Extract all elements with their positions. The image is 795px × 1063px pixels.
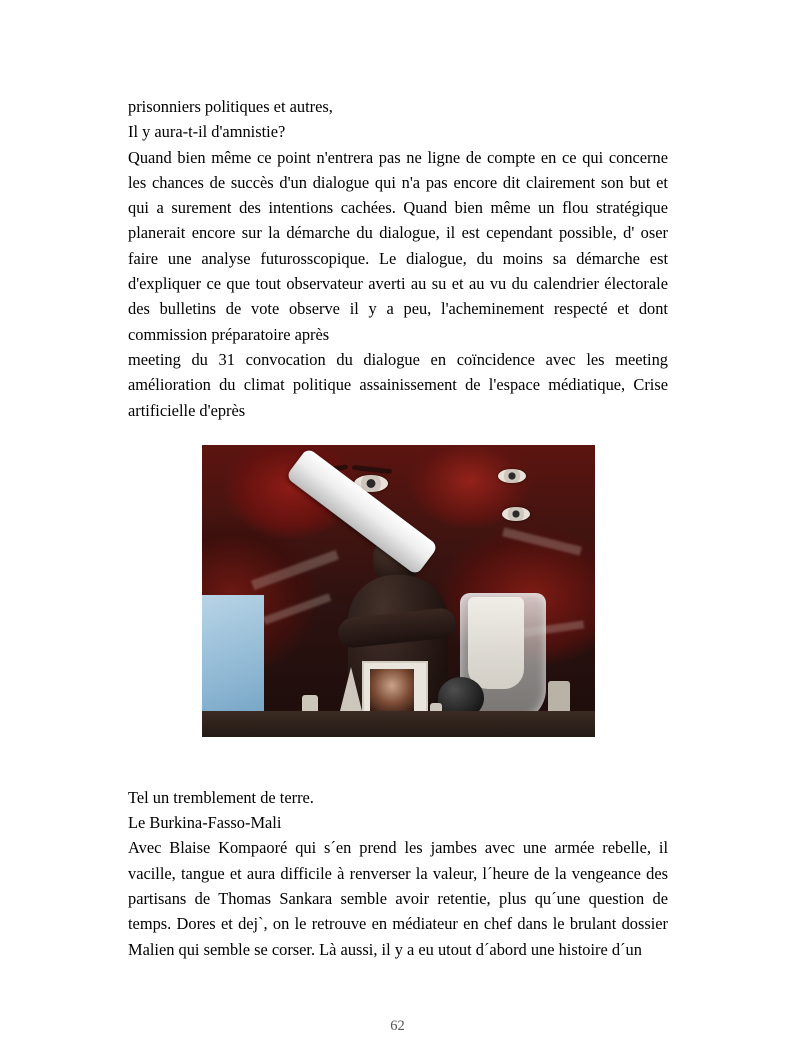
table-surface	[202, 711, 595, 737]
page-content	[128, 94, 668, 962]
paragraph-body-3: Avec Blaise Kompaoré qui s´en prend les jambes avec une armée rebelle, il vacille, tangue et aura difficile à renverser la valeur, l´heure de la vengeance des partisans de Thomas Sankara semble avoir retentie, plus qu´une question de temps. Dores et dej`, on le retrouve en médiateur en chef dans le brulant dossier Malien qui semble se corser. Là aussi, il y a eu utout d´abord une histoire d´un	[128, 838, 668, 959]
photograph	[202, 445, 595, 737]
page-number: 62	[390, 1018, 405, 1034]
bottom-text-block	[128, 785, 668, 962]
top-text-block	[128, 94, 668, 423]
framed-portrait	[370, 669, 414, 711]
painted-eye-icon	[498, 469, 526, 483]
paragraph-line-3: Tel un tremblement de terre.	[128, 787, 314, 807]
paragraph-body-2: meeting du 31 convocation du dialogue en coïncidence avec les meeting amélioration du climat politique assainissement de l'espace médiatique, Crise artificielle d'eprès	[128, 349, 668, 420]
vase-contents	[468, 597, 524, 689]
painted-eye-icon	[502, 507, 530, 521]
figure-spacer	[128, 737, 668, 785]
figure-block	[128, 445, 668, 737]
paragraph-line-1: prisonniers politiques et autres,	[128, 97, 333, 116]
section-heading: Le Burkina-Fasso-Mali	[128, 813, 282, 833]
paragraph-body-1: Quand bien même ce point n'entrera pas ne ligne de compte en ce qui concerne les chances de succès d'un dialogue qui n'a pas encore dit clairement son but et qui a surement des intentions cachées. Quand bien même un flou stratégique planerait encore sur la démarche du dialogue, il est cependant possible, d' oser faire une analyse futurosscopique. Le dialogue, du moins sa démarche est d'expliquer ce que tout observateur averti au su et au vu du calendrier électorale des bulletins de vote observe il y a peu, l'acheminement respecté et dont commission préparatoire après	[128, 147, 668, 344]
paragraph-line-2: Il y aura-t-il d'amnistie?	[128, 122, 286, 142]
